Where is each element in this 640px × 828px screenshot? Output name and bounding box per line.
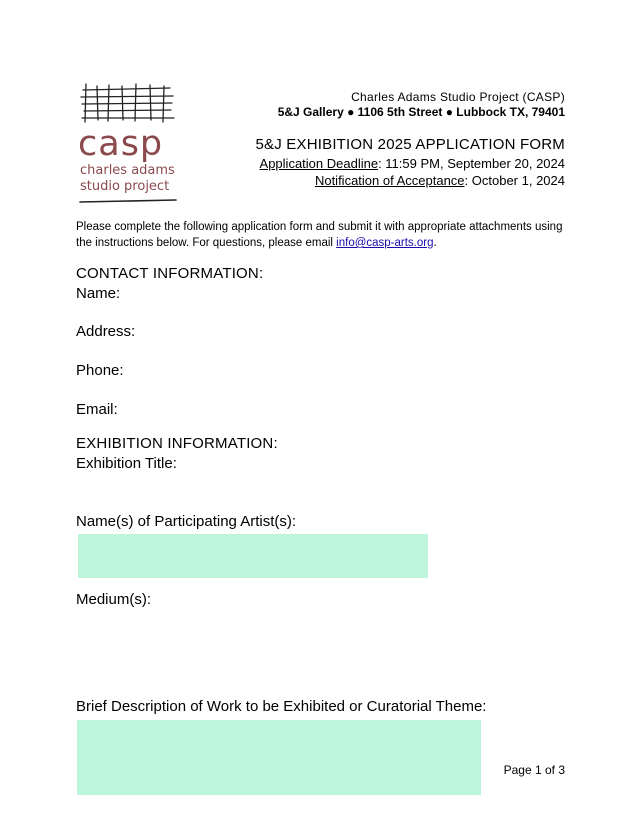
artists-field[interactable] xyxy=(78,534,428,578)
intro-text: Please complete the following application form and submit it with appropriate attachments using the instructions below. For questions, please email xyxy=(76,221,563,249)
form-title: 5&J EXHIBITION 2025 APPLICATION FORM xyxy=(255,136,565,153)
email-label: Email: xyxy=(76,401,118,418)
application-deadline xyxy=(260,156,565,172)
medium-label: Medium(s): xyxy=(76,591,152,608)
page-number: Page 1 of 3 xyxy=(503,763,565,777)
notification-label: Notification of Acceptance xyxy=(314,173,465,188)
notification-value: : October 1, 2024 xyxy=(464,173,565,188)
casp-logo xyxy=(78,82,178,206)
deadline-label: Application Deadline xyxy=(259,156,379,171)
exhibition-title-label: Exhibition Title: xyxy=(76,455,177,472)
name-label: Name: xyxy=(76,285,121,302)
gallery-address: 5&J Gallery ● 1106 5th Street ● Lubbock TX, 79401 xyxy=(277,105,565,119)
intro-end: . xyxy=(433,237,437,249)
deadline-value: : 11:59 PM, September 20, 2024 xyxy=(378,156,565,171)
description-label: Brief Description of Work to be Exhibited or Curatorial Theme: xyxy=(76,698,487,715)
exhibition-heading: EXHIBITION INFORMATION: xyxy=(76,435,278,452)
contact-email-link[interactable]: info@casp-arts.org xyxy=(336,237,434,249)
logo-line-1: charles adams xyxy=(80,163,175,178)
logo-line-2: studio project xyxy=(80,179,170,194)
description-field[interactable] xyxy=(77,720,481,795)
address-label: Address: xyxy=(76,323,136,340)
artists-label: Name(s) of Participating Artist(s): xyxy=(76,513,297,530)
notification-date xyxy=(315,173,565,189)
org-name: Charles Adams Studio Project (CASP) xyxy=(351,90,565,104)
phone-label: Phone: xyxy=(76,362,124,379)
contact-heading: CONTACT INFORMATION: xyxy=(76,265,264,282)
intro-paragraph xyxy=(76,219,576,251)
logo-wordmark: casp xyxy=(78,124,164,164)
